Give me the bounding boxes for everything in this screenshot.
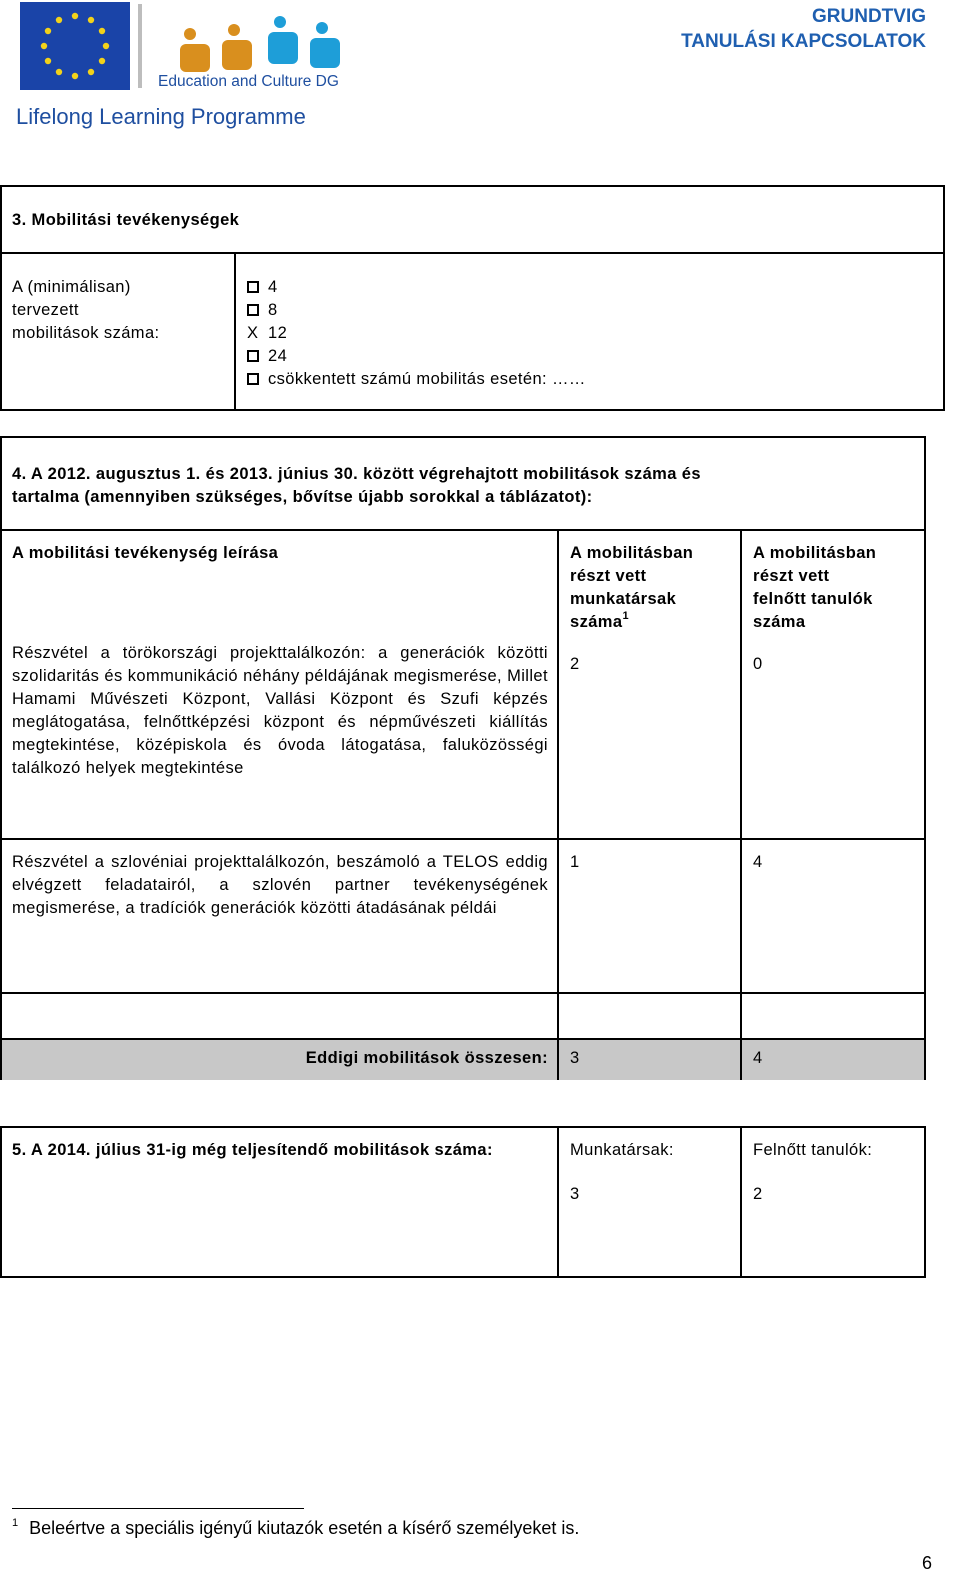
section5-title: 5. A 2014. július 31-ig még teljesítendő mobilitások száma: [12, 1141, 493, 1159]
divider [0, 992, 926, 994]
people-graphic-icon [180, 24, 252, 72]
section4-title-line: tartalma (amennyiben szükséges, bővítse újabb sorokkal a táblázatot): [12, 488, 593, 506]
header-line: A mobilitásban [570, 544, 694, 562]
header-line-1: GRUNDTVIG [812, 6, 926, 27]
option-reduced [247, 368, 586, 391]
section3-label-line: tervezett [12, 301, 79, 319]
divider [0, 838, 926, 840]
option-label: 4 [268, 278, 278, 296]
total-adult: 4 [753, 1049, 763, 1067]
programme-header [681, 4, 926, 54]
divider [740, 1126, 742, 1278]
footnote [12, 1518, 579, 1539]
section3-label-line: mobilitások száma: [12, 324, 160, 342]
option-4 [247, 276, 586, 299]
section3-label [12, 276, 160, 345]
checkbox-icon [247, 373, 259, 385]
column-header-description: A mobilitási tevékenység leírása [12, 544, 279, 562]
row-1-description: Részvétel a törökországi projekttalálkozón: a generációk közötti szolidaritás és kommunikáció néhány példájának megismerése, Millet Hamami Művészeti Központ, Vallási Központ és Szufi képzés meglátogatása, felnőttképzési központ és népművészeti kiállítás megtekintése, középiskola és óvoda látogatása, faluközösségi találkozó helyek megtekintése [12, 644, 548, 777]
divider [557, 529, 559, 1039]
footnote-mark: 1 [12, 1517, 19, 1529]
divider [0, 252, 945, 254]
section5-staff-value: 3 [570, 1185, 580, 1203]
header-line: száma [753, 613, 806, 631]
column-header-adult [753, 542, 876, 634]
programme-text: Lifelong Learning Programme [16, 104, 306, 129]
header-line: A mobilitásban [753, 544, 877, 562]
option-12 [247, 322, 586, 345]
checkbox-icon [247, 304, 259, 316]
divider [234, 252, 236, 411]
option-label: csökkentett számú mobilitás esetén: …… [268, 370, 586, 388]
option-label: 24 [268, 347, 288, 365]
option-label: 12 [268, 324, 288, 342]
option-8 [247, 299, 586, 322]
total-staff: 3 [570, 1049, 580, 1067]
page-number: 6 [921, 1553, 932, 1573]
section5-adult-value: 2 [753, 1185, 763, 1203]
column-header-staff [570, 542, 693, 634]
mobility-options [247, 276, 586, 391]
row-2-adult: 4 [753, 853, 763, 871]
divider [557, 1126, 559, 1278]
header-line: felnőtt tanulók [753, 590, 873, 608]
footnote-text: Beleértve a speciális igényű kiutazók esetén a kísérő személyeket is. [29, 1518, 580, 1538]
divider [0, 529, 926, 531]
checkbox-icon [247, 350, 259, 362]
section4-title [12, 463, 701, 509]
header-line: részt vett [753, 567, 830, 585]
option-label: 8 [268, 301, 278, 319]
checkbox-icon [247, 281, 259, 293]
header-line-2: TANULÁSI KAPCSOLATOK [681, 31, 926, 52]
footnote-ref: 1 [622, 610, 629, 622]
divider [740, 1038, 742, 1080]
option-24 [247, 345, 586, 368]
footnote-separator [12, 1508, 304, 1509]
divider [557, 1038, 559, 1080]
dg-text: Education and Culture DG [158, 73, 339, 90]
header-line: munkatársak [570, 590, 677, 608]
section4-title-line: 4. A 2012. augusztus 1. és 2013. június 30. között végrehajtott mobilitások száma és [12, 465, 701, 483]
section5-staff-label: Munkatársak: [570, 1141, 674, 1159]
row-1-adult: 0 [753, 655, 763, 673]
row-2-staff: 1 [570, 853, 580, 871]
eu-lifelong-learning-logo [12, 0, 364, 132]
section5-adult-label: Felnőtt tanulók: [753, 1141, 873, 1159]
total-label: Eddigi mobilitások összesen: [305, 1049, 548, 1067]
section3-title: 3. Mobilitási tevékenységek [12, 211, 240, 229]
header-line: részt vett [570, 567, 647, 585]
header-line: száma$^1$ [570, 610, 629, 631]
section3-label-line: A (minimálisan) [12, 278, 131, 296]
row-1-staff: 2 [570, 655, 580, 673]
x-mark-icon: X [247, 324, 259, 342]
divider [740, 529, 742, 1039]
row-2-description: Részvétel a szlovéniai projekttalálkozón, beszámoló a TELOS eddig elvégzett feladatairól, a szlovén partner tevékenységének megismerése, a tradíciók generációk közötti átadásának példái [12, 853, 548, 917]
